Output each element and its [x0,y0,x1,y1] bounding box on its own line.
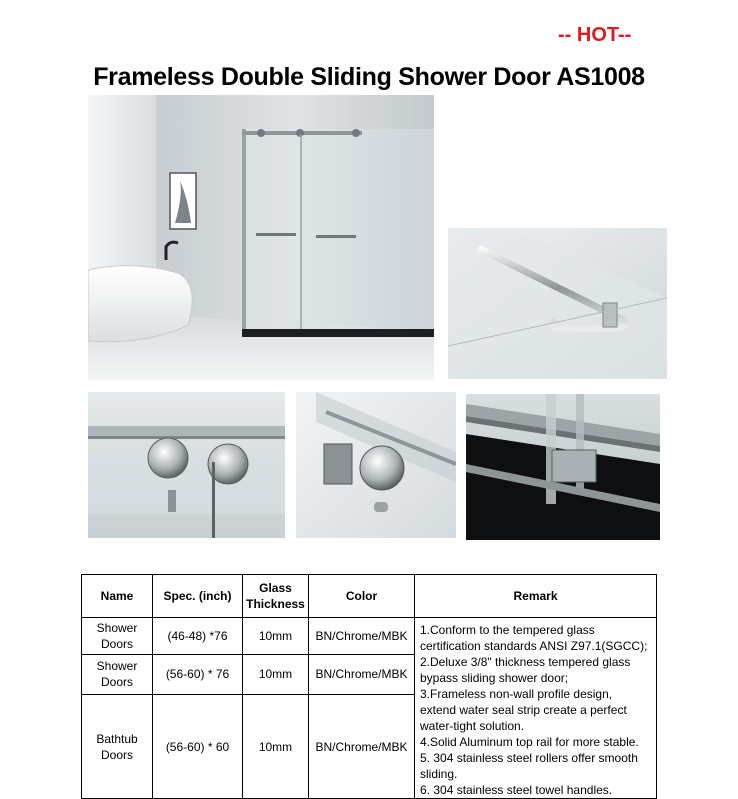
page-title: Frameless Double Sliding Shower Door AS1008 [93,63,645,91]
table-header-row [82,575,657,618]
row-spec: (46-48) *76 [153,618,243,655]
row-name [82,654,153,695]
row-name-line1: Bathtub [96,731,138,746]
remark-line: 4.Solid Aluminum top rail for more stable. [420,735,639,749]
remark-line: 3.Frameless non-wall profile design, [420,687,613,701]
header-thickness-line2: Thickness [246,597,305,611]
row-color: BN/Chrome/MBK [309,618,415,655]
row-name [82,695,153,799]
roller-closeup-photo [88,392,285,538]
row-thickness: 10mm [243,618,309,655]
row-color: BN/Chrome/MBK [309,654,415,695]
row-name-line2: Doors [100,636,133,651]
remark-line: certification standards ANSI Z97.1(SGCC); [420,639,648,653]
hot-label: -- HOT-- [558,24,632,46]
remark-line: 2.Deluxe 3/8" thickness tempered glass [420,655,631,669]
remark-line: 5. 304 stainless steel rollers offer smooth [420,751,638,765]
spec-table [81,574,657,799]
header-thickness [243,575,309,618]
remark-line: bypass sliding shower door; [420,671,569,685]
row-name [82,618,153,655]
row-spec: (56-60) * 76 [153,654,243,695]
header-name: Name [82,575,153,618]
row-thickness: 10mm [243,695,309,799]
row-name-line1: Shower [96,659,138,674]
shower-room-photo [88,95,434,380]
towel-handle-photo [448,228,667,379]
remark-line: 1.Conform to the tempered glass [420,623,595,637]
remark-line: extend water seal strip create a perfect [420,703,627,717]
header-remark: Remark [415,575,657,618]
header-color: Color [309,575,415,618]
remark-line: water-tight solution. [420,719,525,733]
remark-cell [415,618,657,799]
row-name-line2: Doors [100,747,133,762]
table-row [82,618,657,655]
remark-line: sliding. [420,767,458,781]
row-name-line1: Shower [96,620,138,635]
row-thickness: 10mm [243,654,309,695]
roller-side-photo [296,392,456,538]
row-color: BN/Chrome/MBK [309,695,415,799]
row-name-line2: Doors [100,675,133,690]
header-spec: Spec. (inch) [153,575,243,618]
rail-stopper-photo [466,394,660,540]
remark-line: 6. 304 stainless steel towel handles. [420,783,613,797]
header-thickness-line1: Glass [259,581,292,595]
row-spec: (56-60) * 60 [153,695,243,799]
